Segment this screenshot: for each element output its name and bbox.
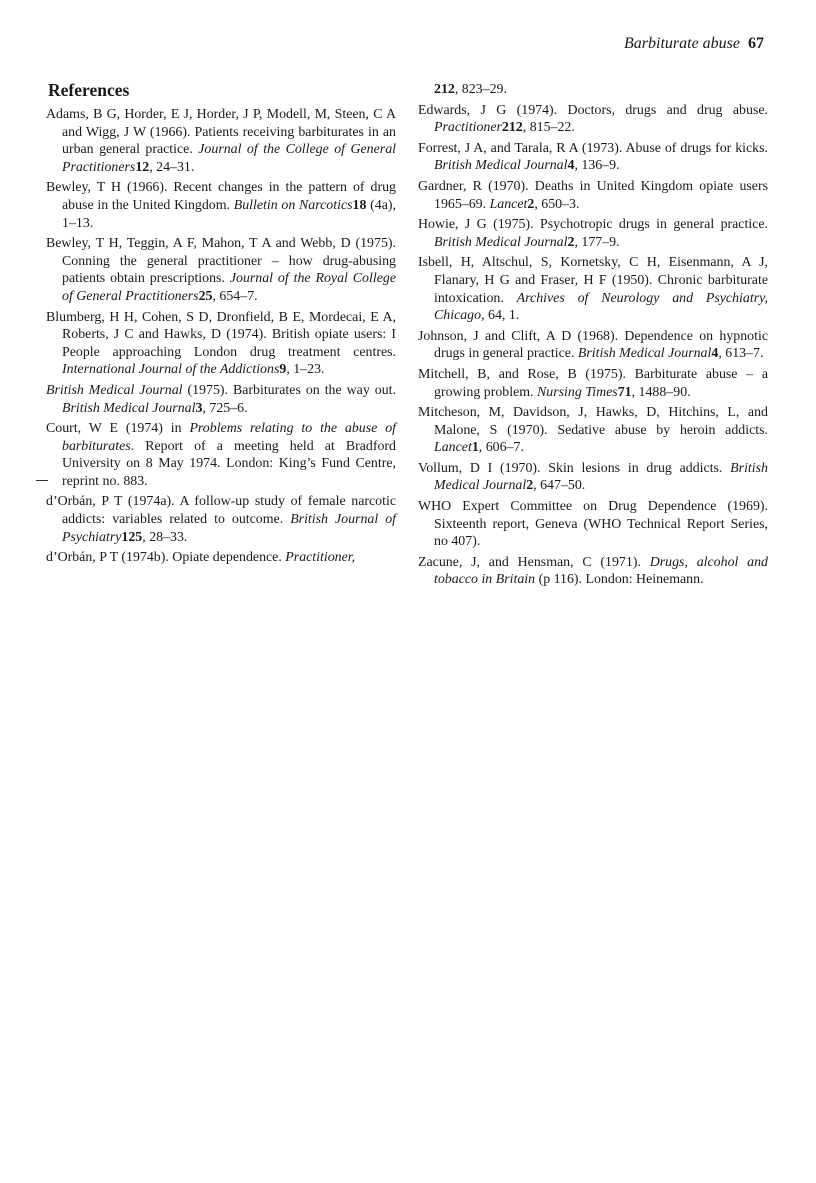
running-head bbox=[624, 35, 764, 53]
right-column bbox=[418, 81, 768, 592]
left-column bbox=[46, 106, 396, 570]
running-head-title: Barbiturate abuse bbox=[624, 35, 740, 52]
reference-item: d’Orbán, P T (1974a). A follow-up study of female narcotic addicts: variables related to outcome. British Journal of Psychiatry125, 28–33. bbox=[46, 494, 396, 545]
references-heading: References bbox=[48, 80, 130, 100]
reference-item: British Medical Journal (1975). Barbiturates on the way out. British Medical Journal3, 725–6. bbox=[46, 382, 396, 416]
reference-item: Isbell, H, Altschul, S, Kornetsky, C H, Eisenmann, A J, Flanary, H G and Fraser, H F (1950). Chronic barbiturate intoxication. Archives of Neurology and Psychiatry, Chicago, 64, 1. bbox=[418, 255, 768, 324]
reference-item: Vollum, D I (1970). Skin lesions in drug addicts. British Medical Journal2, 647–50. bbox=[418, 460, 768, 494]
reference-item: d’Orbán, P T (1974b). Opiate dependence. Practitioner, bbox=[46, 550, 356, 566]
reference-item: Mitcheson, M, Davidson, J, Hawks, D, Hitchins, L, and Malone, S (1970). Sedative abuse by heroin addicts. Lancet1, 606–7. bbox=[418, 405, 768, 456]
reference-item: Court, W E (1974) in Problems relating to the abuse of barbiturates. Report of a meeting held at Bradford University on 8 May 1974. London: King’s Fund Centre, reprint no. 883. bbox=[46, 421, 396, 489]
reference-item: Bewley, T H (1966). Recent changes in the pattern of drug abuse in the United Kingdom. Bulletin on Narcotics18 (4a), 1–13. bbox=[46, 180, 396, 231]
reference-item: Mitchell, B, and Rose, B (1975). Barbiturate abuse – a growing problem. Nursing Times71, 1488–90. bbox=[418, 366, 768, 400]
reference-item: WHO Expert Committee on Drug Dependence (1969). Sixteenth report, Geneva (WHO Technical Report Series, no 407). bbox=[418, 499, 768, 550]
reference-item: Forrest, J A, and Tarala, R A (1973). Abuse of drugs for kicks. British Medical Journal4, 136–9. bbox=[418, 140, 768, 174]
reference-item: Johnson, J and Clift, A D (1968). Dependence on hypnotic drugs in general practice. British Medical Journal4, 613–7. bbox=[418, 328, 768, 362]
reference-continuation: 212, 823–29. bbox=[434, 82, 507, 97]
reference-item: Adams, B G, Horder, E J, Horder, J P, Modell, M, Steen, C A and Wigg, J W (1966). Patients receiving barbiturates in an urban general practice. Journal of the College of General Practitioners12, 24–31. bbox=[46, 107, 396, 175]
reference-item: Gardner, R (1970). Deaths in United Kingdom opiate users 1965–69. Lancet2, 650–3. bbox=[418, 178, 768, 212]
reference-item: Howie, J G (1975). Psychotropic drugs in general practice. British Medical Journal2, 177–9. bbox=[418, 217, 768, 250]
reference-item: Zacune, J, and Hensman, C (1971). Drugs, alcohol and tobacco in Britain (p 116). London: Heinemann. bbox=[418, 554, 769, 588]
page-number: 67 bbox=[748, 35, 764, 52]
reference-item: Bewley, T H, Teggin, A F, Mahon, T A and Webb, D (1975). Conning the general practitioner – how drug-abusing patients obtain prescriptions. Journal of the Royal College of General Practitioners25, 654–7. bbox=[46, 236, 396, 304]
reference-item: Edwards, J G (1974). Doctors, drugs and drug abuse. Practitioner212, 815–22. bbox=[418, 102, 768, 136]
reference-item: Blumberg, H H, Cohen, S D, Dronfield, B E, Mordecai, E A, Roberts, J C and Hawks, D (1974). British opiate users: I People approaching London drug treatment centres. International Journal of the Addictions9, 1–23. bbox=[46, 309, 396, 378]
